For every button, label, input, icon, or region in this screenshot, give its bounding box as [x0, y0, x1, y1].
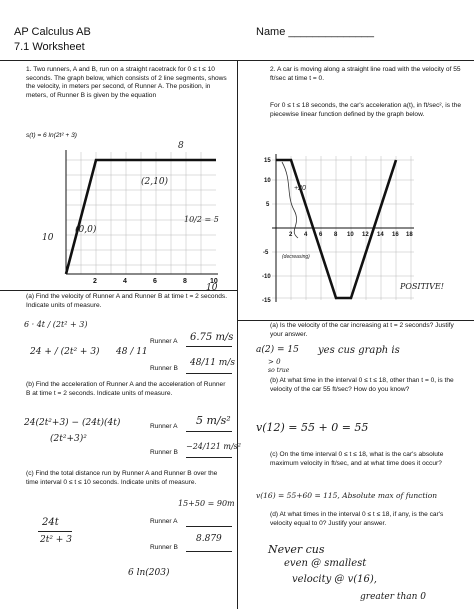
q1a-hw-eval: 24 + / (2t² + 3) — [30, 347, 100, 357]
q2-x-label-10: 10 — [347, 232, 354, 238]
q1b-runner-a-label: Runner A — [150, 423, 178, 430]
q2-x-label-8: 8 — [334, 232, 338, 238]
q1a-runner-a-answer: 6.75 m/s — [190, 332, 234, 343]
q1c-runner-a-answer: 15+50 = 90m — [178, 499, 235, 508]
q2-x-label-14: 14 — [377, 232, 384, 238]
q2-hw-positive: POSITIVE! — [400, 282, 444, 291]
q2d-hw-line-1: Never cus — [268, 543, 325, 556]
column-divider — [237, 61, 238, 609]
q1a-prompt: (a) Find the velocity of Runner A and Runner B at time t = 2 seconds. Indicate units of measure. — [26, 293, 228, 309]
q1c-runner-b-answer: 8.879 — [196, 534, 222, 544]
q2-x-label-2: 2 — [289, 232, 293, 238]
q1c-runner-b-line — [186, 551, 232, 552]
q1b-runner-b-answer: −24/121 m/s² — [186, 442, 241, 451]
q2a-hw-yes: yes cus graph is — [318, 345, 400, 356]
q1c-prompt: (c) Find the total distance run by Runner A and Runner B over the time interval 0 ≤ t ≤ 10 seconds. Indicate units of measure. — [26, 470, 218, 486]
q1-x-tick-10: 10 — [210, 278, 218, 285]
q2-x-label-4: 4 — [304, 232, 308, 238]
q1c-runner-a-label: Runner A — [150, 518, 178, 525]
q1a-hw-derivative: 6 · 4t / (2t² + 3) — [24, 320, 88, 329]
q2-hw-decreasing: (decreasing) — [282, 254, 310, 260]
q2a-hw-a2: a(2) = 15 — [256, 345, 299, 355]
worksheet-title: 7.1 Worksheet — [14, 41, 85, 53]
q1-hw-10-left: 10 — [42, 233, 54, 243]
q2d-hw-line-3: velocity @ v(16), — [292, 574, 377, 585]
q1a-hw-value: 48 / 11 — [116, 347, 148, 357]
q1-equation: s(t) = 6 ln(2t² + 3) — [26, 132, 77, 139]
q1b-runner-b-line — [186, 457, 232, 458]
q2d-hw-line-4: greater than 0 — [360, 592, 427, 602]
q1-x-tick-4: 4 — [123, 278, 127, 285]
q1a-runner-a-label: Runner A — [150, 338, 178, 345]
q1-graph-divider — [0, 290, 237, 291]
q1c-hw-denominator: 2t² + 3 — [40, 535, 72, 545]
q2-text: 2. A car is moving along a straight line road with the velocity of 55 ft/sec at time t = 0. — [270, 66, 461, 82]
q2d-prompt: (d) At what times in the interval 0 ≤ t ≤ 18, if any, is the car's velocity equal to 0? Justify your answer. — [270, 511, 444, 527]
q1c-runner-b-label: Runner B — [150, 544, 178, 551]
q2c-hw-answer: v(16) = 55+60 = 115, Absolute max of function — [256, 491, 438, 500]
q2-y-label-m5: -5 — [263, 250, 269, 256]
q1c-hw-numerator: 24t — [42, 517, 59, 528]
q2-acceleration-graph — [262, 150, 422, 310]
q2a-prompt: (a) Is the velocity of the car increasing at t = 2 seconds? Justify your answer. — [270, 322, 454, 338]
q1-hw-10-bottom: 10 — [206, 283, 218, 290]
q1a-runner-b-answer: 48/11 m/s — [190, 358, 235, 368]
q2a-hw-sotrue: so true — [268, 367, 290, 374]
q1c-runner-a-line — [186, 526, 232, 527]
q1b-runner-a-answer: 5 m/s² — [196, 414, 231, 427]
q1c-hw-ln: 6 ln(203) — [128, 568, 170, 578]
q2-y-label-m10: -10 — [262, 274, 271, 280]
q2-y-label-15: 15 — [264, 158, 271, 164]
q2b-prompt: (b) At what time in the interval 0 ≤ t ≤ 18, other than t = 0, is the velocity of the car 55 ft/sec? How do you know? — [270, 377, 454, 393]
q2-x-label-18: 18 — [406, 232, 413, 238]
q1-velocity-graph — [38, 140, 224, 290]
q2-graph-divider — [237, 320, 474, 321]
q2-x-label-16: 16 — [392, 232, 399, 238]
q2b-hw-answer: v(12) = 55 + 0 = 55 — [256, 421, 369, 434]
q1-hw-point-0-0: (0,0) — [75, 225, 97, 235]
q1-x-tick-2: 2 — [93, 278, 97, 285]
q1-grid — [66, 152, 216, 274]
q1-hw-slope: 10/2 = 5 — [184, 215, 219, 224]
q2a-hw-gt0: > 0 — [268, 358, 281, 366]
q2-x-label-6: 6 — [319, 232, 323, 238]
q1a-runner-a-line — [186, 346, 232, 347]
q1-hw-8: 8 — [178, 141, 184, 151]
q1c-hw-fraction-bar — [38, 531, 72, 532]
q1b-runner-a-line — [186, 431, 232, 432]
q1b-prompt: (b) Find the acceleration of Runner A and the acceleration of Runner B at time t = 2 seconds. Indicate units of measure. — [26, 381, 226, 397]
q1b-hw-numerator: 24(2t²+3) − (24t)(4t) — [24, 418, 121, 428]
course-title: AP Calculus AB — [14, 26, 91, 38]
q2d-hw-line-2: even @ smallest — [284, 558, 367, 569]
q1-text: 1. Two runners, A and B, run on a straight racetrack for 0 ≤ t ≤ 10 seconds. The graph below, which consists of 2 line segments, shows the velocity, in meters per second, of Runner A. The position, in meters, of Runner B is given by the equation — [26, 66, 227, 99]
q1-x-tick-8: 8 — [183, 278, 187, 285]
q2-hw-plus-20: +20 — [294, 185, 306, 192]
q1-hw-point-2-10: (2,10) — [141, 177, 169, 187]
q1a-runner-b-label: Runner B — [150, 365, 178, 372]
q2-x-label-12: 12 — [362, 232, 369, 238]
q2-text-2: For 0 ≤ t ≤ 18 seconds, the car's acceleration a(t), in ft/sec², is the piecewise linear function defined by the graph below. — [270, 102, 462, 118]
q2-y-label-5: 5 — [266, 202, 270, 208]
name-field-label: Name ______________ — [256, 26, 375, 38]
q1b-hw-denominator: (2t²+3)² — [50, 434, 87, 444]
q1b-runner-b-label: Runner B — [150, 449, 178, 456]
q2-y-label-10: 10 — [264, 178, 271, 184]
q2c-prompt: (c) On the time interval 0 ≤ t ≤ 18, what is the car's absolute maximum velocity in ft/sec, and at what time does it occur? — [270, 451, 444, 467]
q1a-runner-b-line — [186, 373, 232, 374]
q2-y-label-m15: -15 — [262, 298, 271, 304]
q1-x-tick-6: 6 — [153, 278, 157, 285]
